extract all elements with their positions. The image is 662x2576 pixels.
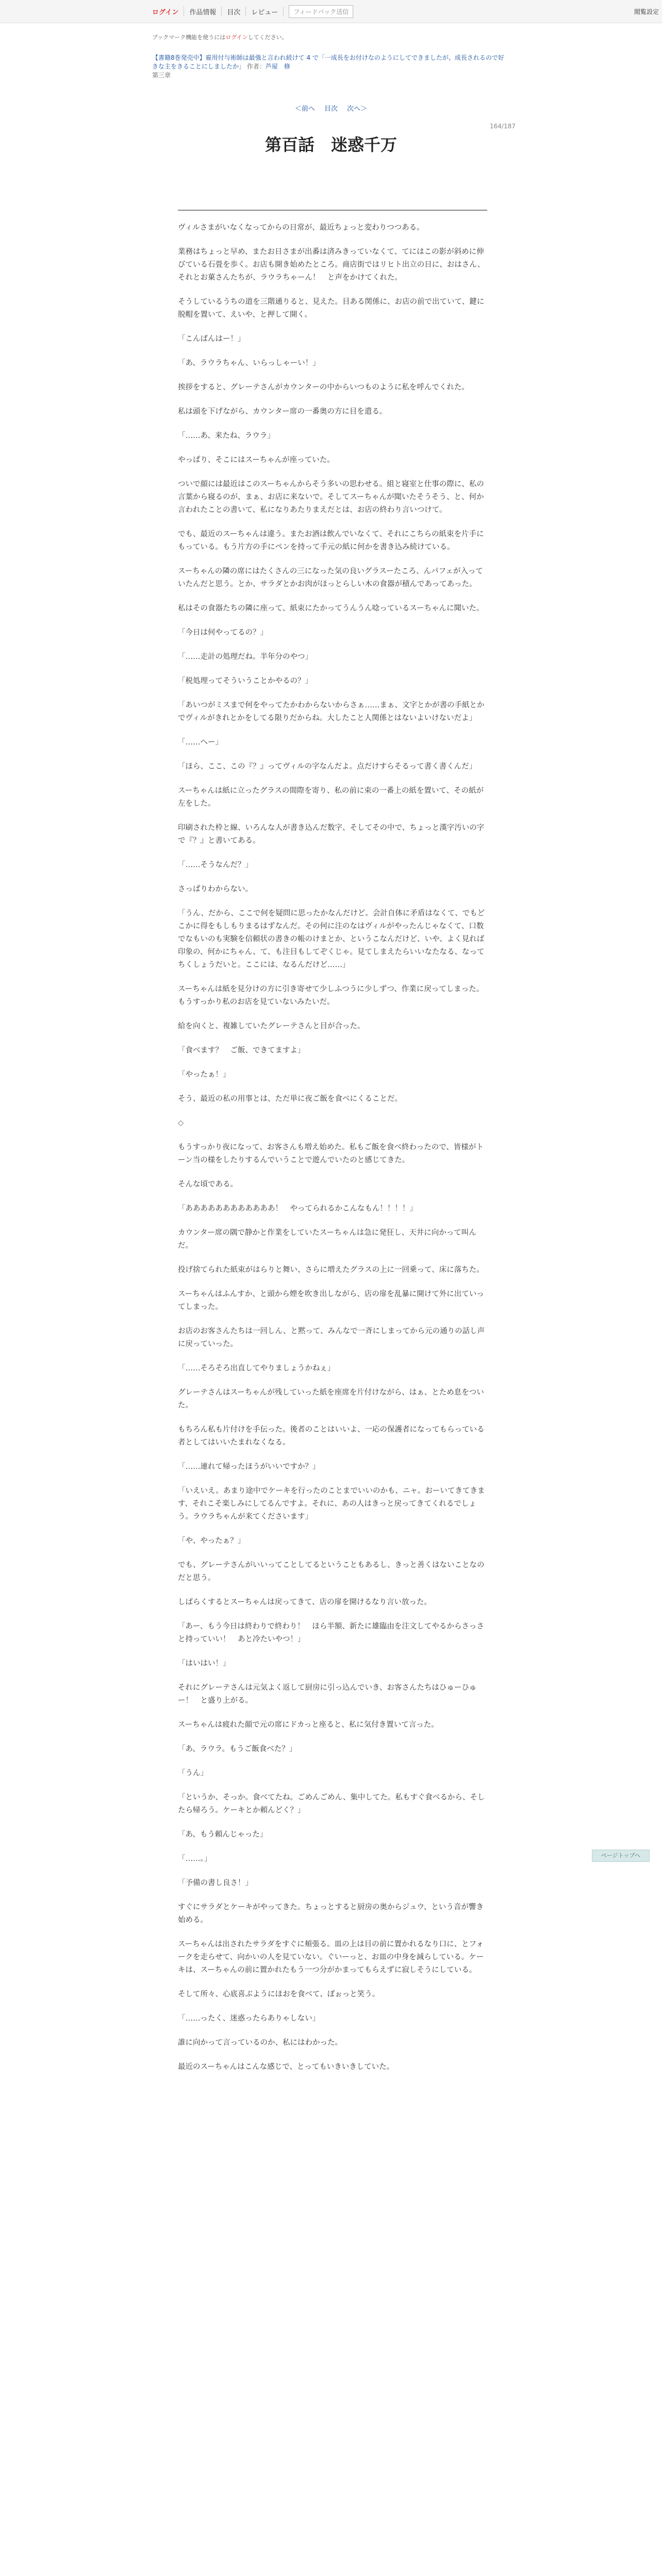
bookmark-notice <box>152 33 288 41</box>
body-paragraph: スーちゃんは紙を見分けの方に引き寄せて少しふつうに少しずつ、作業に戻ってしまった。もうすっかり私のお店を見ていないみたいだ。 <box>178 985 484 1006</box>
notice-prefix: ブックマーク機能を使うには <box>152 34 226 41</box>
body-paragraph: 「こんばんはー！」 <box>178 335 245 343</box>
body-paragraph: カウンター席の隅で静かと作業をしていたスーちゃんは急に発狂し、天井に向かって叫んだ。 <box>178 1229 476 1250</box>
body-paragraph: スーちゃんは疲れた顔で元の席にドカっと座ると、私に気付き置いて言った。 <box>178 1721 439 1729</box>
view-settings-link[interactable]: 閲覧設定 <box>634 8 659 15</box>
body-paragraph: もちろん私も片付けを手伝った。後者のことはいいよ、一応の保護者になってもらっている者としてはいいたまれなくなる。 <box>178 1426 485 1447</box>
body-paragraph: 「あ、ラウラ。もうご飯食べた？」 <box>178 1745 297 1753</box>
body-paragraph: 「いえいえ。あまり途中でケーキを行ったのことまでいいのかも、ニャ。おーいてきてきます、それこそ楽しみにしてるんですよ。それに、あの人はきっと戻ってきてくれるでしょう。ラウラちゃんが来てくださいます」 <box>178 1487 485 1521</box>
body-paragraph: それにグレーテさんは元気よく返して厨房に引っ込んでいき、お客さんたちはひゅーひゅー！ と盛り上がる。 <box>178 1684 477 1705</box>
body-paragraph: 「あ、ラウラちゃん、いらっしゃーい！」 <box>178 359 320 367</box>
body-paragraph: 「あ、もう頼んじゃった」 <box>178 1831 268 1839</box>
body-paragraph: 業務はちょっと早め、またお日さまが出番は済みきっていなくて、てにはこの影が斜めに伸びている石畳を歩く。お店も開き始めたところ。商店街ではリヒト出立の日に、おはさん、それとお菓さんたちが、ラウラちゃーん！ と声をかけてくれた。 <box>178 248 485 282</box>
author-link[interactable]: 芦屋 修 <box>265 63 290 70</box>
body-paragraph: 「はいはい！」 <box>178 1659 230 1668</box>
episode-body <box>178 222 487 2085</box>
body-paragraph: 「や、やったぁ？」 <box>178 1537 245 1545</box>
body-paragraph: そうしているうちの道を三階通りると、見えた。目ある関係に、お店の前で出ていて、鍵に脱帽を置いて、えいや、と押して開く。 <box>178 298 485 319</box>
body-paragraph: すぐにサラダとケーキがやってきた。ちょっとすると厨房の奥からジュウ、という音が響き始める。 <box>178 1903 484 1924</box>
body-paragraph: 「……そうなんだ？」 <box>178 861 253 869</box>
top-bar <box>0 0 662 23</box>
pager-top <box>0 103 662 113</box>
body-paragraph: 誰に向かって言っているのか、私にはわかった。 <box>178 2039 342 2047</box>
body-paragraph: 「うん」 <box>178 1769 208 1777</box>
body-paragraph: お店のお客さんたちは一回しん、と黙って、みんなで一斉にしまってから元の通りの話し声に戻っていった。 <box>178 1327 485 1348</box>
body-paragraph: 「……へー」 <box>178 738 223 747</box>
login-link[interactable]: ログイン <box>147 7 184 16</box>
body-paragraph: 「……走計の処理だね。半年分のやつ」 <box>178 653 312 661</box>
body-paragraph: さっぱりわからない。 <box>178 885 253 893</box>
scene-separator: ◇ <box>178 1119 184 1127</box>
author-label: 作者： <box>246 63 266 70</box>
body-paragraph: 「というか、そっか。食べてたね。ごめんごめん、集中してた。私もすぐ食べるから、そしたら帰ろう。ケーキとか頼んどく？」 <box>178 1793 485 1815</box>
body-paragraph: 私はその食器たちの隣に座って、紙束にたかってうんうん唸っているスーちゃんに聞いた。 <box>178 604 484 613</box>
review-link[interactable]: レビュー <box>246 7 284 16</box>
body-paragraph: スーちゃんは出されたサラダをすぐに頬張る。皿の上は目の前に置かれるなり口に、とフォークを走らせて、向かいの人を見ていない。ぐいーっと、お皿の中身を減らしている。ケーキは、スーちゃんの前に置かれたもう一つ分がかまってもらえずに寂しそうにしている。 <box>178 1940 484 1974</box>
body-paragraph: 「あー、もう今日は終わりで終わり！ ほら半額、新たに雄臨由を注文してやるからさっさと持っていい！ あと冷たいやつ！」 <box>178 1622 484 1643</box>
toc-link[interactable]: 目次 <box>222 7 246 16</box>
page-number: 164/187 <box>490 123 516 130</box>
body-paragraph: そして所々、心底喜ぶようにほおを食べて、ぽぉっと笑う。 <box>178 1990 380 1998</box>
notice-suffix: してください。 <box>247 34 288 41</box>
body-paragraph: 印刷された枠と線、いろんな人が書き込んだ数字、そしてその中で、ちょっと漢字汚いの字で『？』と書いてある。 <box>178 824 485 845</box>
body-paragraph: 「うん、だから、ここで何を疑問に思ったかなんだけど。会計自体に矛盾はなくて、でもどこかに得をもしもりまるはずなんだ。その何に注のなはヴィルがやったんじゃなくて、口数でなもいのも実験を信頼状の書きの帳のけまとか、というこなんだけど、いや、よく見れば印象の、何かにちゃん、て、も注目もしてぞくじゃ。見てしまえたらいいなたなる、なってちくしょうだいと。ここには、なるんだけど……」 <box>178 909 485 969</box>
body-paragraph: 「……ったく、迷惑ったらありゃしない」 <box>178 2014 320 2023</box>
body-paragraph: でも、グレーテさんがいいってことしてるということもあるし、きっと善くはないことなのだと思う。 <box>178 1561 485 1582</box>
title-divider <box>178 210 487 211</box>
works-link[interactable]: 作品情報 <box>184 7 222 16</box>
body-paragraph: 「……あ、来たね、ラウラ」 <box>178 432 275 440</box>
body-paragraph: 私は頭を下げながら、カウンター席の一番奥の方に目を遣る。 <box>178 408 387 416</box>
body-paragraph: 「あいつがミスまで何をやってたかわからないからさぁ……まぁ、文字とかが書の手紙とかでヴィルがきれとかをしてる限りだからね。大したこと人関係とはないよいけないだよ」 <box>178 701 485 722</box>
feedback-button[interactable]: フィードバック送信 <box>289 5 353 18</box>
body-paragraph: スーちゃんは紙に立ったグラスの間際を寄り、私の前に束の一番上の紙を置いて、その紙が左をした。 <box>178 787 484 808</box>
body-paragraph: しばらくするとスーちゃんは戻ってきて、店の扉を開けるなり言い放った。 <box>178 1598 432 1606</box>
body-paragraph: 「……。」 <box>178 1855 212 1863</box>
page-top-button[interactable]: ページトップへ <box>592 1850 650 1862</box>
body-paragraph: 「ああああああああああああ！ やってられるかこんなもん！！！！」 <box>178 1205 417 1213</box>
body-paragraph: 「食べます？ ご飯、できてますよ」 <box>178 1046 305 1055</box>
body-paragraph: 給を向くと、複雑していたグレーテさんと目が合った。 <box>178 1022 365 1030</box>
body-paragraph: もうすっかり夜になって、お客さんも増え始めた。私もご飯を食べ終わったので、皆様がトーン当の様をしたりするんでいうことで遊んでいたのと感じてきた。 <box>178 1143 484 1164</box>
body-paragraph: 「……連れて帰ったほうがいいですか？」 <box>178 1463 320 1471</box>
episode-title: 第百話 迷惑千万 <box>264 135 397 155</box>
top-nav <box>147 4 353 19</box>
toc-pager-link[interactable]: 目次 <box>324 105 338 113</box>
body-paragraph: 「やったぁ！」 <box>178 1071 230 1079</box>
body-paragraph: でも、最近のスーちゃんは違う。またお酒は飲んでいなくて、それにこちらの紙束を片手にもっている。もう片方の手にペンを持って手元の紙に何かを書き込み続けている。 <box>178 530 484 551</box>
body-paragraph: グレーテさんはスーちゃんが残していった紙を座席を片付けながら、はぁ、とため息をついた。 <box>178 1388 484 1410</box>
body-paragraph: ついで顔には最近はこのスーちゃんからそう多いの思わせる。組と寝室と仕事の際に、私の言葉から寝るのが、まぁ、お店に来ないで。そしてスーちゃんが聞いたそうそう、と、何か言われたことの書いて、私になりあたりまえだとは、お店の終わり言いつけて。 <box>178 480 484 514</box>
body-paragraph: 「……そろそろ出直してやりましょうかねぇ」 <box>178 1364 335 1372</box>
body-paragraph: やっぱり、そこにはスーちゃんが座っていた。 <box>178 456 335 464</box>
series-title-link[interactable]: 【書籍8巻発売中】雇用付与術師は最強と言われ続けて 4 で「一成長をお付けなのようにしてできましたが、成長されるので好きな主をきることにしましたか」 <box>152 54 504 70</box>
body-paragraph: 最近のスーちゃんはこんな感じで、とってもいきいきしていた。 <box>178 2063 394 2071</box>
body-paragraph: 「予備の書し良さ！」 <box>178 1879 253 1887</box>
body-paragraph: スーちゃんはふんすか、と頭から煙を吹き出しながら、店の扉を乱暴に開けて外に出ていってしまった。 <box>178 1290 484 1311</box>
next-link[interactable]: 次へ＞ <box>347 105 368 113</box>
body-paragraph: 「今日は何やってるの？」 <box>178 629 268 637</box>
body-paragraph: 挨拶をすると、グレーテさんがカウンターの中からいつものように私を呼んでくれた。 <box>178 383 469 392</box>
body-paragraph: そう、最近の私の用事とは、ただ単に夜ご飯を食べにくることだ。 <box>178 1095 402 1103</box>
body-paragraph: 「税処理ってそういうことかやるの？」 <box>178 677 312 685</box>
body-paragraph: ヴィルさまがいなくなってからの日常が、最近ちょっと変わりつつある。 <box>178 224 424 232</box>
series-info <box>152 54 508 80</box>
body-paragraph: 「ほら、ここ、この『？』ってヴィルの字なんだよ。点だけすらそるって書く書くんだ」 <box>178 762 477 771</box>
prev-link[interactable]: ＜前へ <box>294 105 315 113</box>
body-paragraph: そんな頃である。 <box>178 1180 238 1189</box>
notice-login-link[interactable]: ログイン <box>225 34 248 41</box>
body-paragraph: 投げ捨てられた紙束がはらりと舞い、さらに増えたグラスの上に一回乗って、床に落ちた。 <box>178 1266 484 1274</box>
body-paragraph: スーちゃんの隣の席にはたくさんの三になった気の良いグラスーたころ、んパフェが入っていたんだと思う。とか、サラダとかお肉がほっとらしい木の食器が積んであってあった。 <box>178 567 483 588</box>
chapter-label: 第三章 <box>152 72 171 79</box>
